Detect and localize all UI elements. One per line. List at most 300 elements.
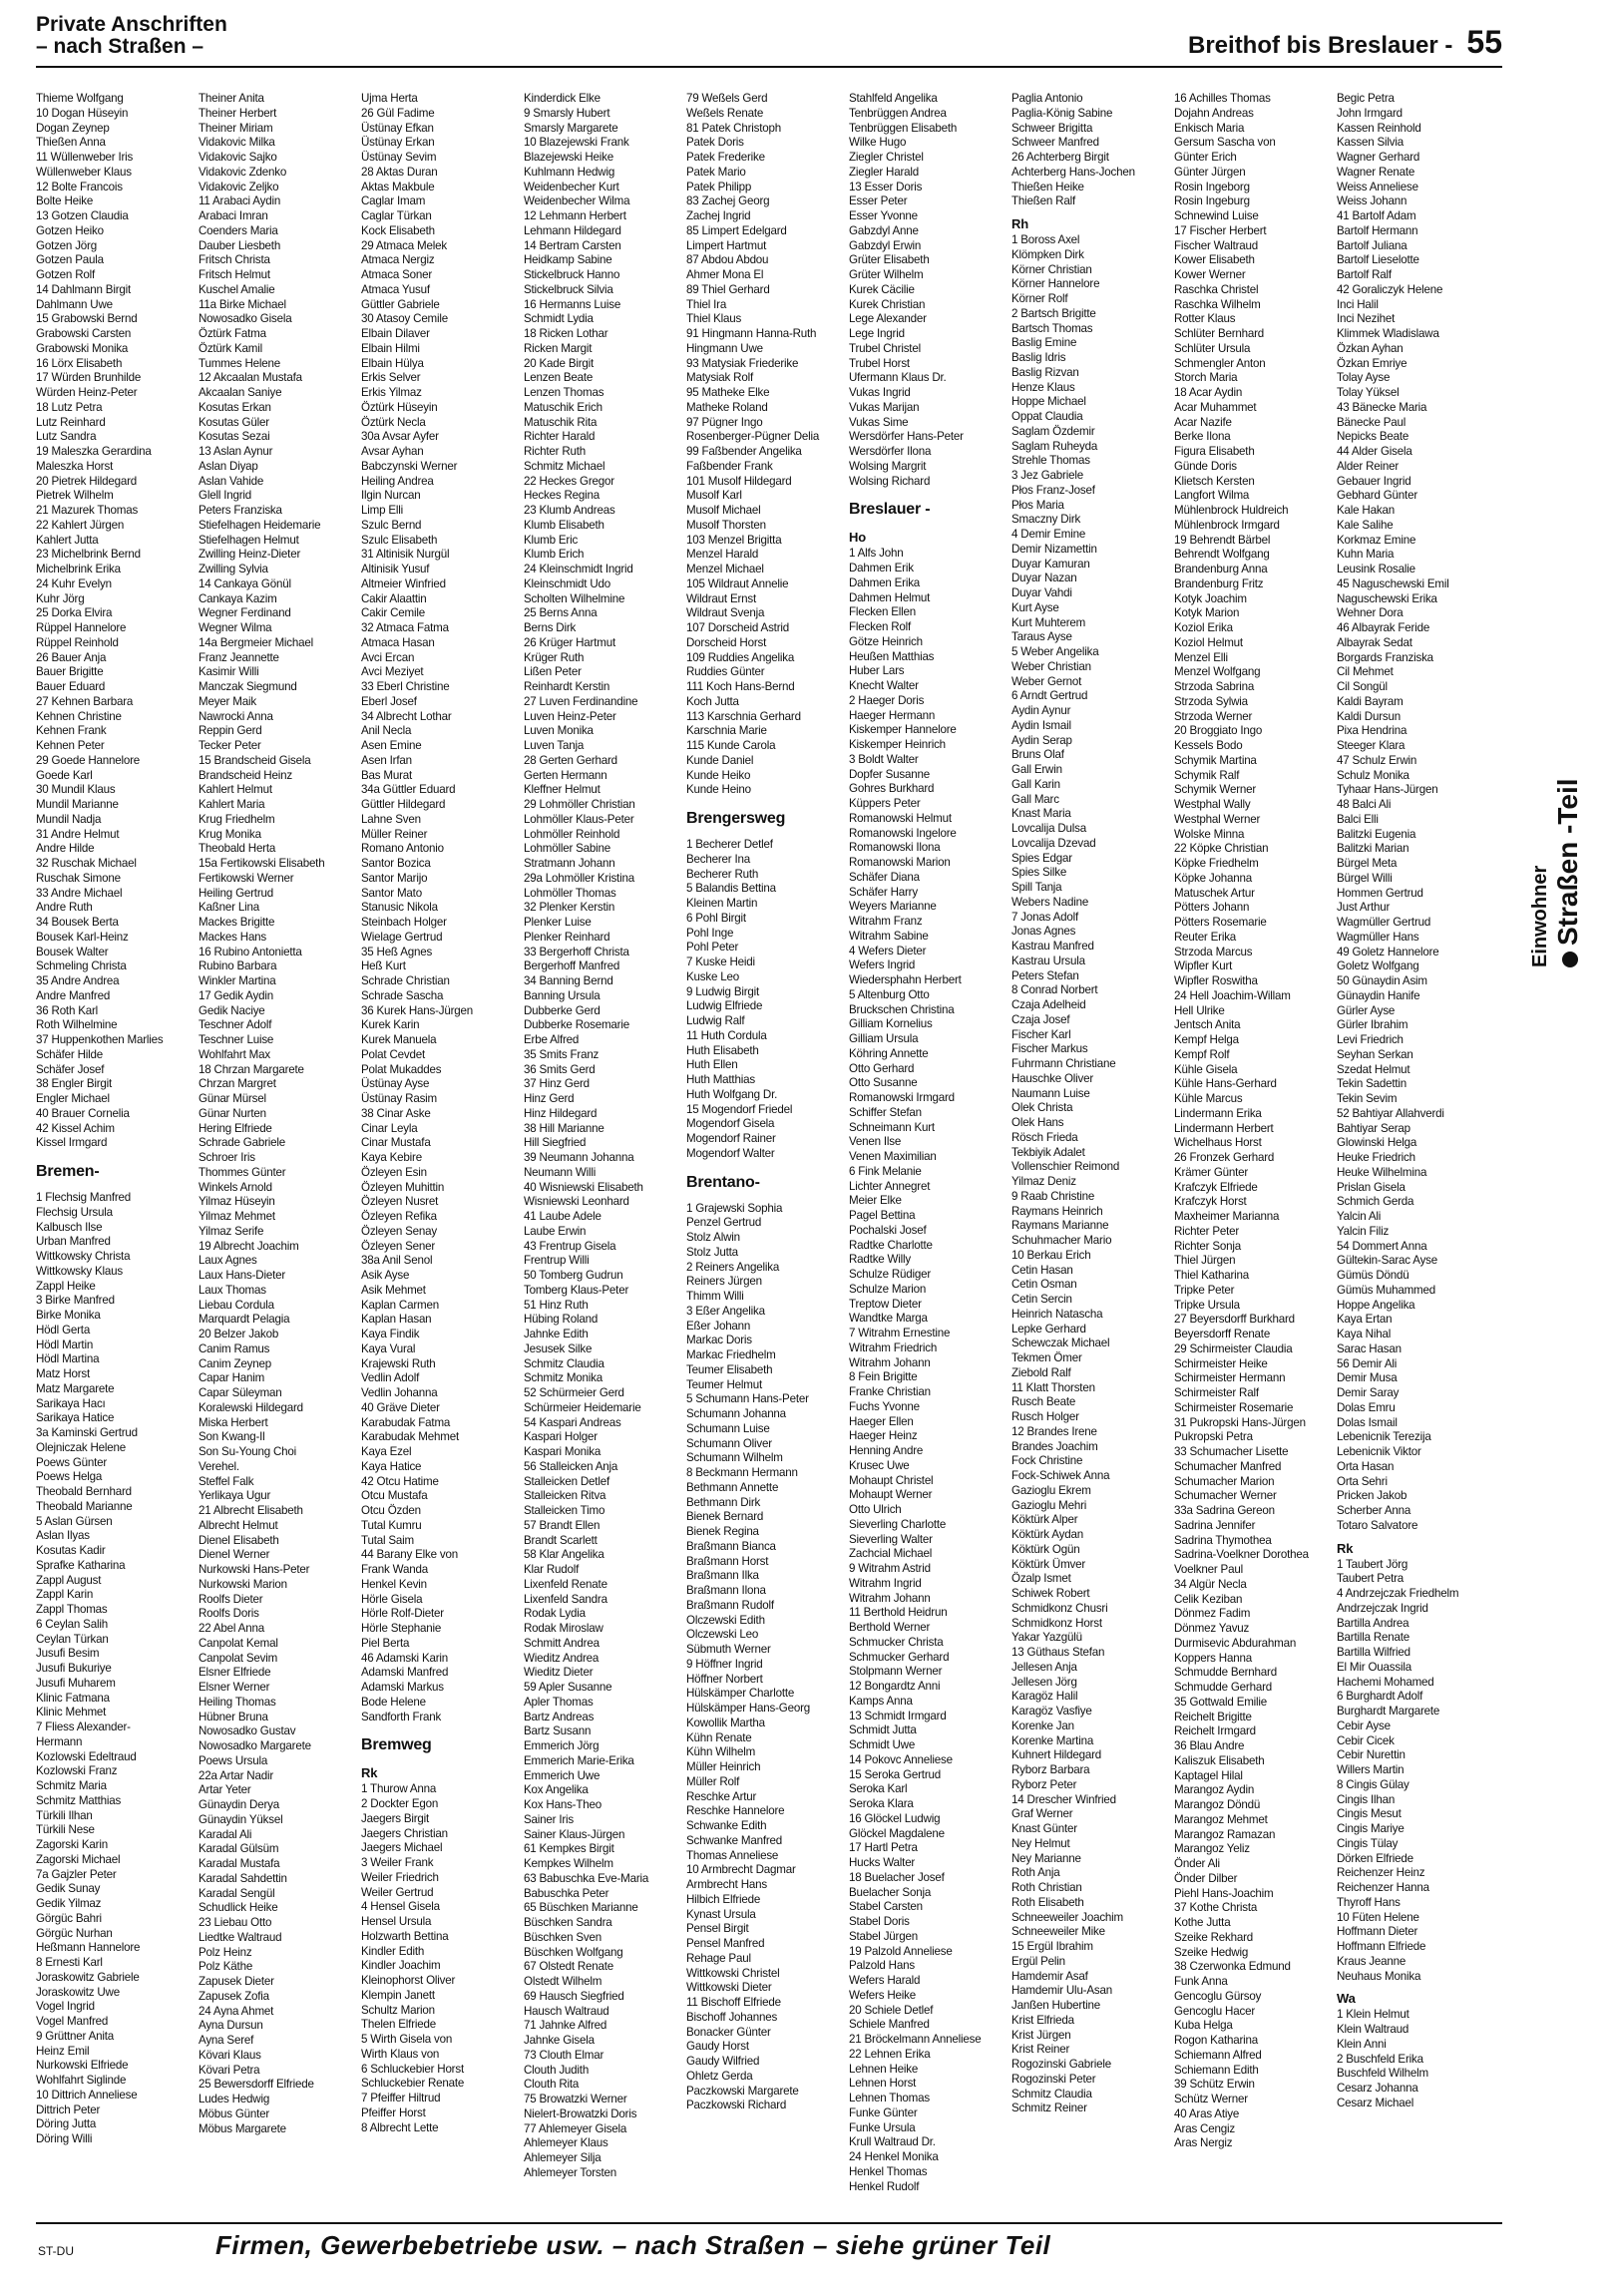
directory-entry: 9 Raab Christine	[1011, 1189, 1095, 1203]
directory-entry: Cetin Hasan	[1011, 1263, 1073, 1277]
directory-entry: Kaspari Holger	[524, 1430, 598, 1444]
directory-entry: Marangoz Mehmet	[1174, 1812, 1268, 1826]
directory-entry: Günar Nurten	[199, 1106, 266, 1120]
directory-entry: Matuschek Artur	[1174, 886, 1255, 900]
directory-entry: Rogon Katharina	[1174, 2034, 1259, 2047]
directory-entry: Weiler Friedrich	[361, 1870, 439, 1884]
directory-entry: Bruns Olaf	[1011, 748, 1064, 762]
directory-entry: Kaldi Dursun	[1337, 709, 1401, 723]
directory-entry: Schumann Johanna	[686, 1407, 786, 1420]
directory-entry: 18 Lutz Petra	[36, 400, 103, 414]
directory-entry: Prislan Gisela	[1337, 1180, 1405, 1194]
directory-entry: Hauschke Oliver	[1011, 1071, 1094, 1085]
directory-entry: Schmengler Anton	[1174, 356, 1266, 370]
directory-entry: Witrahm Friedrich	[849, 1340, 938, 1354]
directory-entry: Cebir Ayse	[1337, 1719, 1391, 1732]
directory-entry: 30a Avsar Ayfer	[361, 430, 439, 444]
directory-entry: Olczewski Edith	[686, 1613, 765, 1627]
directory-entry: Liedtke Waltraud	[199, 1930, 282, 1944]
directory-entry: Öztürk Fatma	[199, 327, 266, 340]
directory-entry: Kuba Helga	[1174, 2019, 1233, 2033]
directory-entry: 35 Smits Franz	[524, 1047, 600, 1061]
directory-entry: Asen Irfan	[361, 753, 412, 767]
directory-entry: Jesusek Silke	[524, 1341, 593, 1355]
directory-entry: Wittkowski Christel	[686, 1966, 780, 1980]
directory-entry: Borgards Franziska	[1337, 650, 1433, 664]
directory-entry: Schmidt Lydia	[524, 312, 594, 326]
directory-entry: Matuschik Rita	[524, 415, 598, 429]
directory-entry: 33 Andre Michael	[36, 886, 123, 900]
directory-entry: Plenker Reinhard	[524, 930, 610, 944]
directory-entry: Rüppel Hannelore	[36, 621, 127, 634]
directory-entry: Wielage Gertrud	[361, 930, 443, 944]
directory-entry: Hensel Ursula	[361, 1915, 432, 1928]
directory-entry: Mackes Brigitte	[199, 916, 275, 929]
directory-entry: Fritsch Helmut	[199, 268, 270, 281]
directory-entry: Günaydin Yüksel	[199, 1812, 283, 1826]
district-heading: Rh	[1011, 216, 1028, 231]
directory-entry: Kothe Jutta	[1174, 1916, 1231, 1929]
directory-entry: 38 Engler Birgit	[36, 1077, 113, 1091]
directory-entry: 21 Mazurek Thomas	[36, 504, 139, 517]
directory-entry: 1 Thurow Anna	[361, 1782, 437, 1796]
directory-entry: Pricken Jakob	[1337, 1489, 1407, 1503]
directory-entry: Ohletz Gerda	[686, 2069, 753, 2083]
directory-entry: Chrzan Margret	[199, 1077, 276, 1091]
directory-entry: Rodak Miroslaw	[524, 1622, 603, 1635]
directory-entry: Zappl Karin	[36, 1588, 94, 1602]
directory-entry: Mackes Hans	[199, 930, 267, 944]
directory-entry: Huth Matthias	[686, 1073, 755, 1086]
directory-entry: Hörle Stephanie	[361, 1622, 442, 1635]
directory-entry: Richter Ruth	[524, 445, 587, 458]
directory-entry: Witrahm Ingrid	[849, 1576, 922, 1590]
directory-entry: Funk Anna	[1174, 1975, 1228, 1988]
directory-entry: Jellesen Jörg	[1011, 1675, 1077, 1689]
directory-entry: El Mir Ouassila	[1337, 1660, 1411, 1674]
directory-entry: Kuske Leo	[686, 969, 739, 983]
directory-entry: Ujma Herta	[361, 92, 418, 105]
directory-entry: 29 Goede Hannelore	[36, 753, 141, 767]
directory-entry: Thommes Günter	[199, 1165, 286, 1179]
directory-entry: Patek Philipp	[686, 180, 752, 193]
directory-entry: Dolas Ismail	[1337, 1415, 1398, 1429]
directory-entry: Wolsing Richard	[849, 474, 931, 488]
directory-entry: Kaptagel Hilal	[1174, 1768, 1243, 1782]
directory-entry: Esser Yvonne	[849, 209, 918, 222]
directory-entry: Heiling Gertrud	[199, 886, 273, 900]
directory-entry: Heiling Thomas	[199, 1695, 276, 1709]
directory-entry: 41 Laube Adele	[524, 1210, 602, 1223]
directory-entry: Romano Antonio	[361, 842, 444, 856]
directory-entry: 22 Kahlert Jürgen	[36, 518, 125, 532]
directory-entry: Manczak Siegmund	[199, 680, 297, 693]
directory-entry: Andre Manfred	[36, 988, 111, 1002]
directory-entry: Schmidt Uwe	[849, 1738, 916, 1751]
directory-entry: 49 Goletz Hannelore	[1337, 945, 1439, 958]
district-heading: Rk	[1337, 1540, 1354, 1556]
directory-entry: Stiefelhagen Helmut	[199, 533, 299, 547]
directory-entry: Gedik Sunay	[36, 1882, 101, 1896]
directory-entry: 9 Witrahm Astrid	[849, 1562, 931, 1575]
directory-entry: Czaja Josef	[1011, 1012, 1070, 1026]
directory-entry: Romanowski Irmgard	[849, 1091, 955, 1104]
directory-entry: Raschka Christel	[1174, 282, 1259, 296]
directory-entry: Buschfeld Wilhelm	[1337, 2067, 1428, 2081]
directory-entry: Wagner Gerhard	[1337, 151, 1420, 164]
directory-entry: Seyhan Serkan	[1337, 1047, 1413, 1061]
directory-entry: 87 Abdou Abdou	[686, 253, 769, 267]
directory-entry: 31 Altinisik Nurgül	[361, 548, 450, 562]
directory-entry: Armbrecht Hans	[686, 1878, 767, 1891]
directory-entry: Ahmer Mona El	[686, 268, 764, 281]
directory-entry: 34 Bousek Berta	[36, 916, 119, 929]
directory-entry: Sübmuth Werner	[686, 1643, 771, 1656]
directory-entry: 115 Kunde Carola	[686, 739, 776, 752]
directory-entry: 32 Plenker Kerstin	[524, 901, 615, 915]
directory-entry: Inci Nezihet	[1337, 312, 1396, 326]
directory-entry: Santor Bozica	[361, 857, 431, 870]
directory-entry: Spies Edgar	[1011, 851, 1072, 865]
directory-entry: Avci Meziyet	[361, 665, 424, 679]
directory-entry: Berke Ilona	[1174, 430, 1231, 444]
directory-entry: Cinar Leyla	[361, 1121, 418, 1135]
directory-entry: Santor Mato	[361, 886, 422, 900]
directory-entry: Korkmaz Emine	[1337, 533, 1416, 547]
directory-entry: Sainer Iris	[524, 1812, 574, 1826]
directory-entry: 13 Schmidt Irmgard	[849, 1709, 947, 1722]
directory-entry: Witrahm Sabine	[849, 929, 929, 943]
directory-entry: Banning Ursula	[524, 988, 601, 1002]
directory-entry: Özleyen Sener	[361, 1239, 436, 1253]
directory-entry: Tripke Ursula	[1174, 1298, 1240, 1312]
directory-entry: Reichelt Irmgard	[1174, 1724, 1256, 1738]
directory-entry: 34a Güttler Eduard	[361, 783, 456, 797]
directory-entry: Duyar Kamuran	[1011, 557, 1090, 571]
directory-entry: Zappl August	[36, 1573, 102, 1587]
directory-entry: 109 Ruddies Angelika	[686, 650, 795, 664]
directory-entry: Knast Günter	[1011, 1822, 1077, 1835]
directory-entry: Gencoglu Hacer	[1174, 2004, 1255, 2018]
directory-entry: Janßen Hubertine	[1011, 1999, 1100, 2012]
directory-entry: Nawrocki Anna	[199, 709, 273, 723]
directory-entry: Raymans Heinrich	[1011, 1204, 1103, 1218]
directory-entry: 99 Faßbender Angelika	[686, 445, 802, 458]
directory-entry: Matz Margarete	[36, 1381, 115, 1395]
directory-entry: Maxheimer Marianna	[1174, 1210, 1280, 1223]
directory-entry: Radtke Charlotte	[849, 1238, 933, 1252]
district-heading: Ho	[849, 530, 866, 546]
directory-entry: 6 Schluckebier Horst	[361, 2062, 464, 2076]
directory-entry: Engler Michael	[36, 1092, 110, 1105]
directory-entry: Gültekin-Sarac Ayse	[1337, 1254, 1438, 1268]
directory-entry: Wittkowski Dieter	[686, 1981, 772, 1995]
directory-entry: Yilmaz Deniz	[1011, 1175, 1076, 1188]
directory-entry: Olek Christa	[1011, 1101, 1073, 1115]
directory-entry: Ruddies Günter	[686, 665, 765, 679]
directory-entry: Venen Ilse	[849, 1135, 902, 1149]
directory-entry: 95 Matheke Elke	[686, 386, 770, 399]
directory-entry: Lege Ingrid	[849, 327, 905, 340]
directory-entry: Celik Keziban	[1174, 1592, 1243, 1606]
directory-entry: Wersdörfer Hans-Peter	[849, 430, 964, 444]
directory-entry: Pagel Bettina	[849, 1209, 916, 1222]
directory-entry: 29 Lohmöller Christian	[524, 798, 635, 811]
directory-entry: Ilgin Nurcan	[361, 489, 421, 503]
directory-entry: 5 Weber Angelika	[1011, 645, 1099, 658]
directory-entry: Spies Silke	[1011, 866, 1067, 880]
directory-entry: Caglar Imam	[361, 194, 426, 208]
directory-entry: Neuhaus Monika	[1337, 1969, 1421, 1983]
directory-entry: Döring Jutta	[36, 2117, 97, 2131]
directory-entry: Zwilling Heinz-Dieter	[199, 548, 301, 562]
directory-entry: Lehnen Heike	[849, 2062, 919, 2076]
directory-entry: Heß Kurt	[361, 959, 406, 973]
directory-entry: Büschken Sandra	[524, 1916, 612, 1929]
directory-entry: Kurek Manuela	[361, 1033, 437, 1046]
directory-entry: Vidakovic Sajko	[199, 151, 277, 164]
directory-entry: Heuke Friedrich	[1337, 1151, 1415, 1164]
directory-entry: 14 Bertram Carsten	[524, 238, 621, 252]
directory-entry: Scholten Wilhelmine	[524, 591, 625, 605]
directory-entry: Wagmüller Hans	[1337, 930, 1419, 944]
directory-entry: Artar Yeter	[199, 1783, 251, 1797]
directory-entry: Romanowski Helmut	[849, 811, 952, 825]
directory-entry: Elsner Werner	[199, 1681, 270, 1694]
directory-entry: 8 Fein Brigitte	[849, 1370, 918, 1384]
directory-entry: Rosin Ingeborg	[1174, 180, 1250, 193]
directory-entry: Sainer Klaus-Jürgen	[524, 1827, 625, 1841]
directory-entry: Stanusic Nikola	[361, 901, 438, 915]
directory-entry: 2 Reiners Angelika	[686, 1260, 780, 1274]
directory-entry: Günde Doris	[1174, 459, 1237, 473]
directory-entry: Raymans Marianne	[1011, 1219, 1109, 1233]
directory-entry: Berthold Werner	[849, 1621, 931, 1634]
directory-entry: Bethmann Dirk	[686, 1495, 761, 1509]
directory-entry: Gebauer Ingrid	[1337, 474, 1411, 488]
directory-entry: Otto Susanne	[849, 1076, 918, 1090]
directory-entry: Dönmez Yavuz	[1174, 1622, 1250, 1635]
directory-column-4	[524, 92, 679, 2211]
directory-entry: Kühle Gisela	[1174, 1062, 1238, 1076]
directory-entry: Erkis Selver	[361, 371, 421, 385]
directory-entry: Kastrau Manfred	[1011, 940, 1094, 953]
directory-entry: Hommen Gertrud	[1337, 886, 1423, 900]
directory-entry: 24 Hell Joachim-Willam	[1174, 988, 1291, 1002]
directory-entry: Jahnke Edith	[524, 1328, 589, 1340]
directory-entry: Olczewski Leo	[686, 1628, 759, 1642]
directory-entry: Stiefelhagen Heidemarie	[199, 518, 321, 532]
directory-entry: Musolf Thorsten	[686, 518, 766, 532]
directory-entry: Ahlemeyer Torsten	[524, 2165, 617, 2179]
directory-entry: Ahlemeyer Silja	[524, 2151, 602, 2164]
directory-entry: 44 Alder Gisela	[1337, 445, 1412, 458]
directory-entry: 8 Albrecht Lette	[361, 2120, 439, 2134]
directory-entry: Cakir Cemile	[361, 606, 425, 620]
directory-entry: Markac Friedhelm	[686, 1348, 776, 1361]
directory-entry: Günaydin Hanife	[1337, 988, 1420, 1002]
directory-entry: Hilbich Elfriede	[686, 1892, 761, 1906]
directory-entry: Schuhmacher Mario	[1011, 1234, 1112, 1247]
directory-entry: Graf Werner	[1011, 1807, 1073, 1821]
directory-entry: Schwanke Edith	[686, 1819, 767, 1832]
directory-entry: Nowosadko Margarete	[199, 1739, 311, 1752]
directory-entry: Luven Monika	[524, 724, 594, 738]
directory-entry: Theiner Anita	[199, 92, 264, 105]
directory-entry: Durmisevic Abdurahman	[1174, 1636, 1297, 1650]
directory-entry: Otto Gerhard	[849, 1061, 915, 1075]
directory-entry: Lovcalija Dulsa	[1011, 822, 1086, 835]
directory-entry: Grabowski Monika	[36, 341, 129, 355]
directory-entry: Günaydin Derya	[199, 1798, 279, 1811]
directory-entry: Gabzdyl Erwin	[849, 238, 922, 252]
directory-entry: Tecker Peter	[199, 739, 261, 752]
directory-entry: Levi Friedrich	[1337, 1033, 1404, 1046]
directory-entry: 19 Maleszka Gerardina	[36, 445, 152, 458]
directory-entry: Reichelt Brigitte	[1174, 1710, 1252, 1723]
directory-entry: Schrade Christian	[361, 974, 450, 987]
footer-message: Firmen, Gewerbebetriebe usw. – nach Straßen – siehe grüner Teil	[215, 2230, 1051, 2260]
directory-entry: Balci Elli	[1337, 812, 1379, 826]
directory-entry: Günter Jürgen	[1174, 165, 1246, 179]
directory-entry: Fock-Schiwek Anna	[1011, 1469, 1110, 1482]
directory-entry: Acar Nazife	[1174, 415, 1232, 429]
directory-entry: Kynast Ursula	[686, 1907, 756, 1921]
directory-entry: Schiele Manfred	[849, 2018, 930, 2032]
directory-entry: Stickelbruck Hanno	[524, 268, 620, 281]
directory-entry: Körner Hannelore	[1011, 277, 1100, 291]
directory-entry: Grüter Wilhelm	[849, 268, 924, 281]
directory-entry: 30 Mundil Klaus	[36, 783, 116, 797]
directory-entry: Klömpken Dirk	[1011, 247, 1084, 261]
directory-entry: Pukropski Petra	[1174, 1430, 1253, 1444]
directory-entry: Poews Ursula	[199, 1753, 268, 1767]
directory-entry: Flechsig Ursula	[36, 1205, 113, 1219]
directory-entry: 38 Cinar Aske	[361, 1106, 431, 1120]
directory-entry: Köktürk Ümver	[1011, 1557, 1086, 1571]
directory-entry: Menzel Elli	[1174, 650, 1228, 664]
directory-entry: 14 Pokovc Anneliese	[849, 1752, 953, 1766]
directory-entry: Büschken Sven	[524, 1930, 602, 1944]
directory-entry: Bänecke Paul	[1337, 415, 1406, 429]
directory-entry: Pötters Johann	[1174, 901, 1250, 915]
directory-entry: Reichenzer Hanna	[1337, 1881, 1429, 1894]
directory-entry: Rüppel Reinhold	[36, 635, 119, 649]
directory-entry: 35 Gottwald Emilie	[1174, 1695, 1268, 1709]
directory-entry: Emmerich Jörg	[524, 1739, 600, 1752]
directory-entry: Ziegler Harald	[849, 165, 920, 179]
directory-entry: Cil Mehmet	[1337, 665, 1394, 679]
directory-entry: 11 Berthold Heidrun	[849, 1606, 948, 1620]
directory-entry: Polat Mukaddes	[361, 1062, 442, 1076]
directory-entry: Beyersdorff Renate	[1174, 1328, 1271, 1340]
directory-entry: Wehner Dora	[1337, 606, 1404, 620]
directory-entry: Nielert-Browatzki Doris	[524, 2106, 637, 2120]
directory-entry: Karabudak Mehmet	[361, 1430, 459, 1444]
directory-entry: Krüger Ruth	[524, 650, 585, 664]
district-heading: Rk	[361, 1765, 378, 1781]
directory-entry: Czaja Adelheid	[1011, 998, 1086, 1011]
directory-entry: Schmucker Gerhard	[849, 1650, 950, 1664]
directory-entry: Glell Ingrid	[199, 489, 252, 503]
directory-entry: Luven Heinz-Peter	[524, 709, 616, 723]
directory-entry: 8 Ernesti Karl	[36, 1956, 103, 1969]
directory-entry: Körner Rolf	[1011, 292, 1068, 305]
directory-entry: Mogendorf Walter	[686, 1146, 775, 1160]
directory-entry: 3 Jez Gabriele	[1011, 469, 1083, 482]
directory-entry: Aydin Serap	[1011, 733, 1072, 747]
directory-entry: 9 Smarsly Hubert	[524, 106, 610, 120]
directory-entry: 5 Schumann Hans-Peter	[686, 1392, 809, 1406]
directory-entry: 4 Demir Emine	[1011, 528, 1086, 541]
directory-entry: Schäfer Harry	[849, 885, 918, 899]
directory-entry: Kaya Findik	[361, 1328, 420, 1340]
directory-entry: Cingis Ilhan	[1337, 1792, 1396, 1806]
directory-entry: Thiel Jürgen	[1174, 1254, 1236, 1268]
directory-entry: Franz Jeannette	[199, 650, 279, 664]
directory-entry: Jusufi Besim	[36, 1647, 100, 1661]
directory-entry: Capar Hanim	[199, 1371, 265, 1385]
directory-entry: Wolsing Margrit	[849, 459, 927, 473]
directory-entry: Kaplan Carmen	[361, 1298, 439, 1312]
directory-entry: Kövari Klaus	[199, 2048, 261, 2062]
directory-entry: Wildraut Svenja	[686, 606, 765, 620]
directory-column-6	[849, 92, 1004, 2211]
directory-entry: Stolpmann Werner	[849, 1665, 943, 1679]
directory-entry: Ahlemeyer Klaus	[524, 2136, 608, 2150]
directory-entry: Kühn Wilhelm	[686, 1745, 756, 1759]
header-range-title: Breithof bis Breslauer -	[1188, 32, 1453, 59]
directory-entry: Lindermann Herbert	[1174, 1121, 1274, 1135]
directory-entry: Bas Murat	[361, 768, 413, 782]
page-header	[36, 14, 1502, 68]
directory-entry: Son Su-Young Choi	[199, 1445, 297, 1458]
directory-entry: 14 Drescher Winfried	[1011, 1792, 1116, 1806]
directory-entry: 103 Menzel Brigitta	[686, 533, 782, 547]
directory-entry: Wegner Ferdinand	[199, 606, 291, 620]
directory-entry: Aydin Ismail	[1011, 718, 1071, 732]
directory-entry: Pfeiffer Horst	[361, 2105, 426, 2119]
directory-entry: Schiffer Stefan	[849, 1105, 922, 1119]
directory-entry: 7 Fliess Alexander-	[36, 1721, 131, 1733]
directory-entry: 10 Blazejewski Frank	[524, 136, 629, 150]
directory-entry: 56 Demir Ali	[1337, 1356, 1398, 1370]
directory-entry: 13 Güthaus Stefan	[1011, 1646, 1105, 1659]
directory-entry: Schnewind Luise	[1174, 209, 1259, 222]
directory-entry: Adamski Markus	[361, 1681, 444, 1694]
directory-entry: Birke Monika	[36, 1309, 101, 1322]
directory-entry: Polz Heinz	[199, 1945, 252, 1959]
directory-entry: 46 Albayrak Feride	[1337, 621, 1430, 634]
directory-entry: Günter Erich	[1174, 151, 1237, 164]
directory-entry: Wefers Ingrid	[849, 958, 916, 972]
directory-entry: Lebenicnik Terezija	[1337, 1430, 1431, 1444]
directory-entry: Vedlin Adolf	[361, 1371, 420, 1385]
directory-entry: Kaya Ertan	[1337, 1313, 1393, 1327]
directory-entry: Schiemann Alfred	[1174, 2048, 1262, 2062]
directory-entry: Hülskämper Hans-Georg	[686, 1702, 811, 1715]
directory-entry: Schlüter Bernhard	[1174, 327, 1265, 340]
directory-entry: Steinbach Holger	[361, 916, 447, 929]
directory-entry: Kowollik Martha	[686, 1716, 765, 1729]
directory-entry: 33 Bergerhoff Christa	[524, 945, 629, 958]
directory-entry: Funke Ursula	[849, 2120, 916, 2134]
directory-entry: Götze Heinrich	[849, 634, 923, 648]
directory-entry: 18 Ricken Lothar	[524, 327, 608, 340]
directory-entry: Laube Erwin	[524, 1224, 587, 1238]
directory-entry: 27 Kehnen Barbara	[36, 694, 134, 708]
directory-entry: 35 Heß Agnes	[361, 945, 433, 958]
